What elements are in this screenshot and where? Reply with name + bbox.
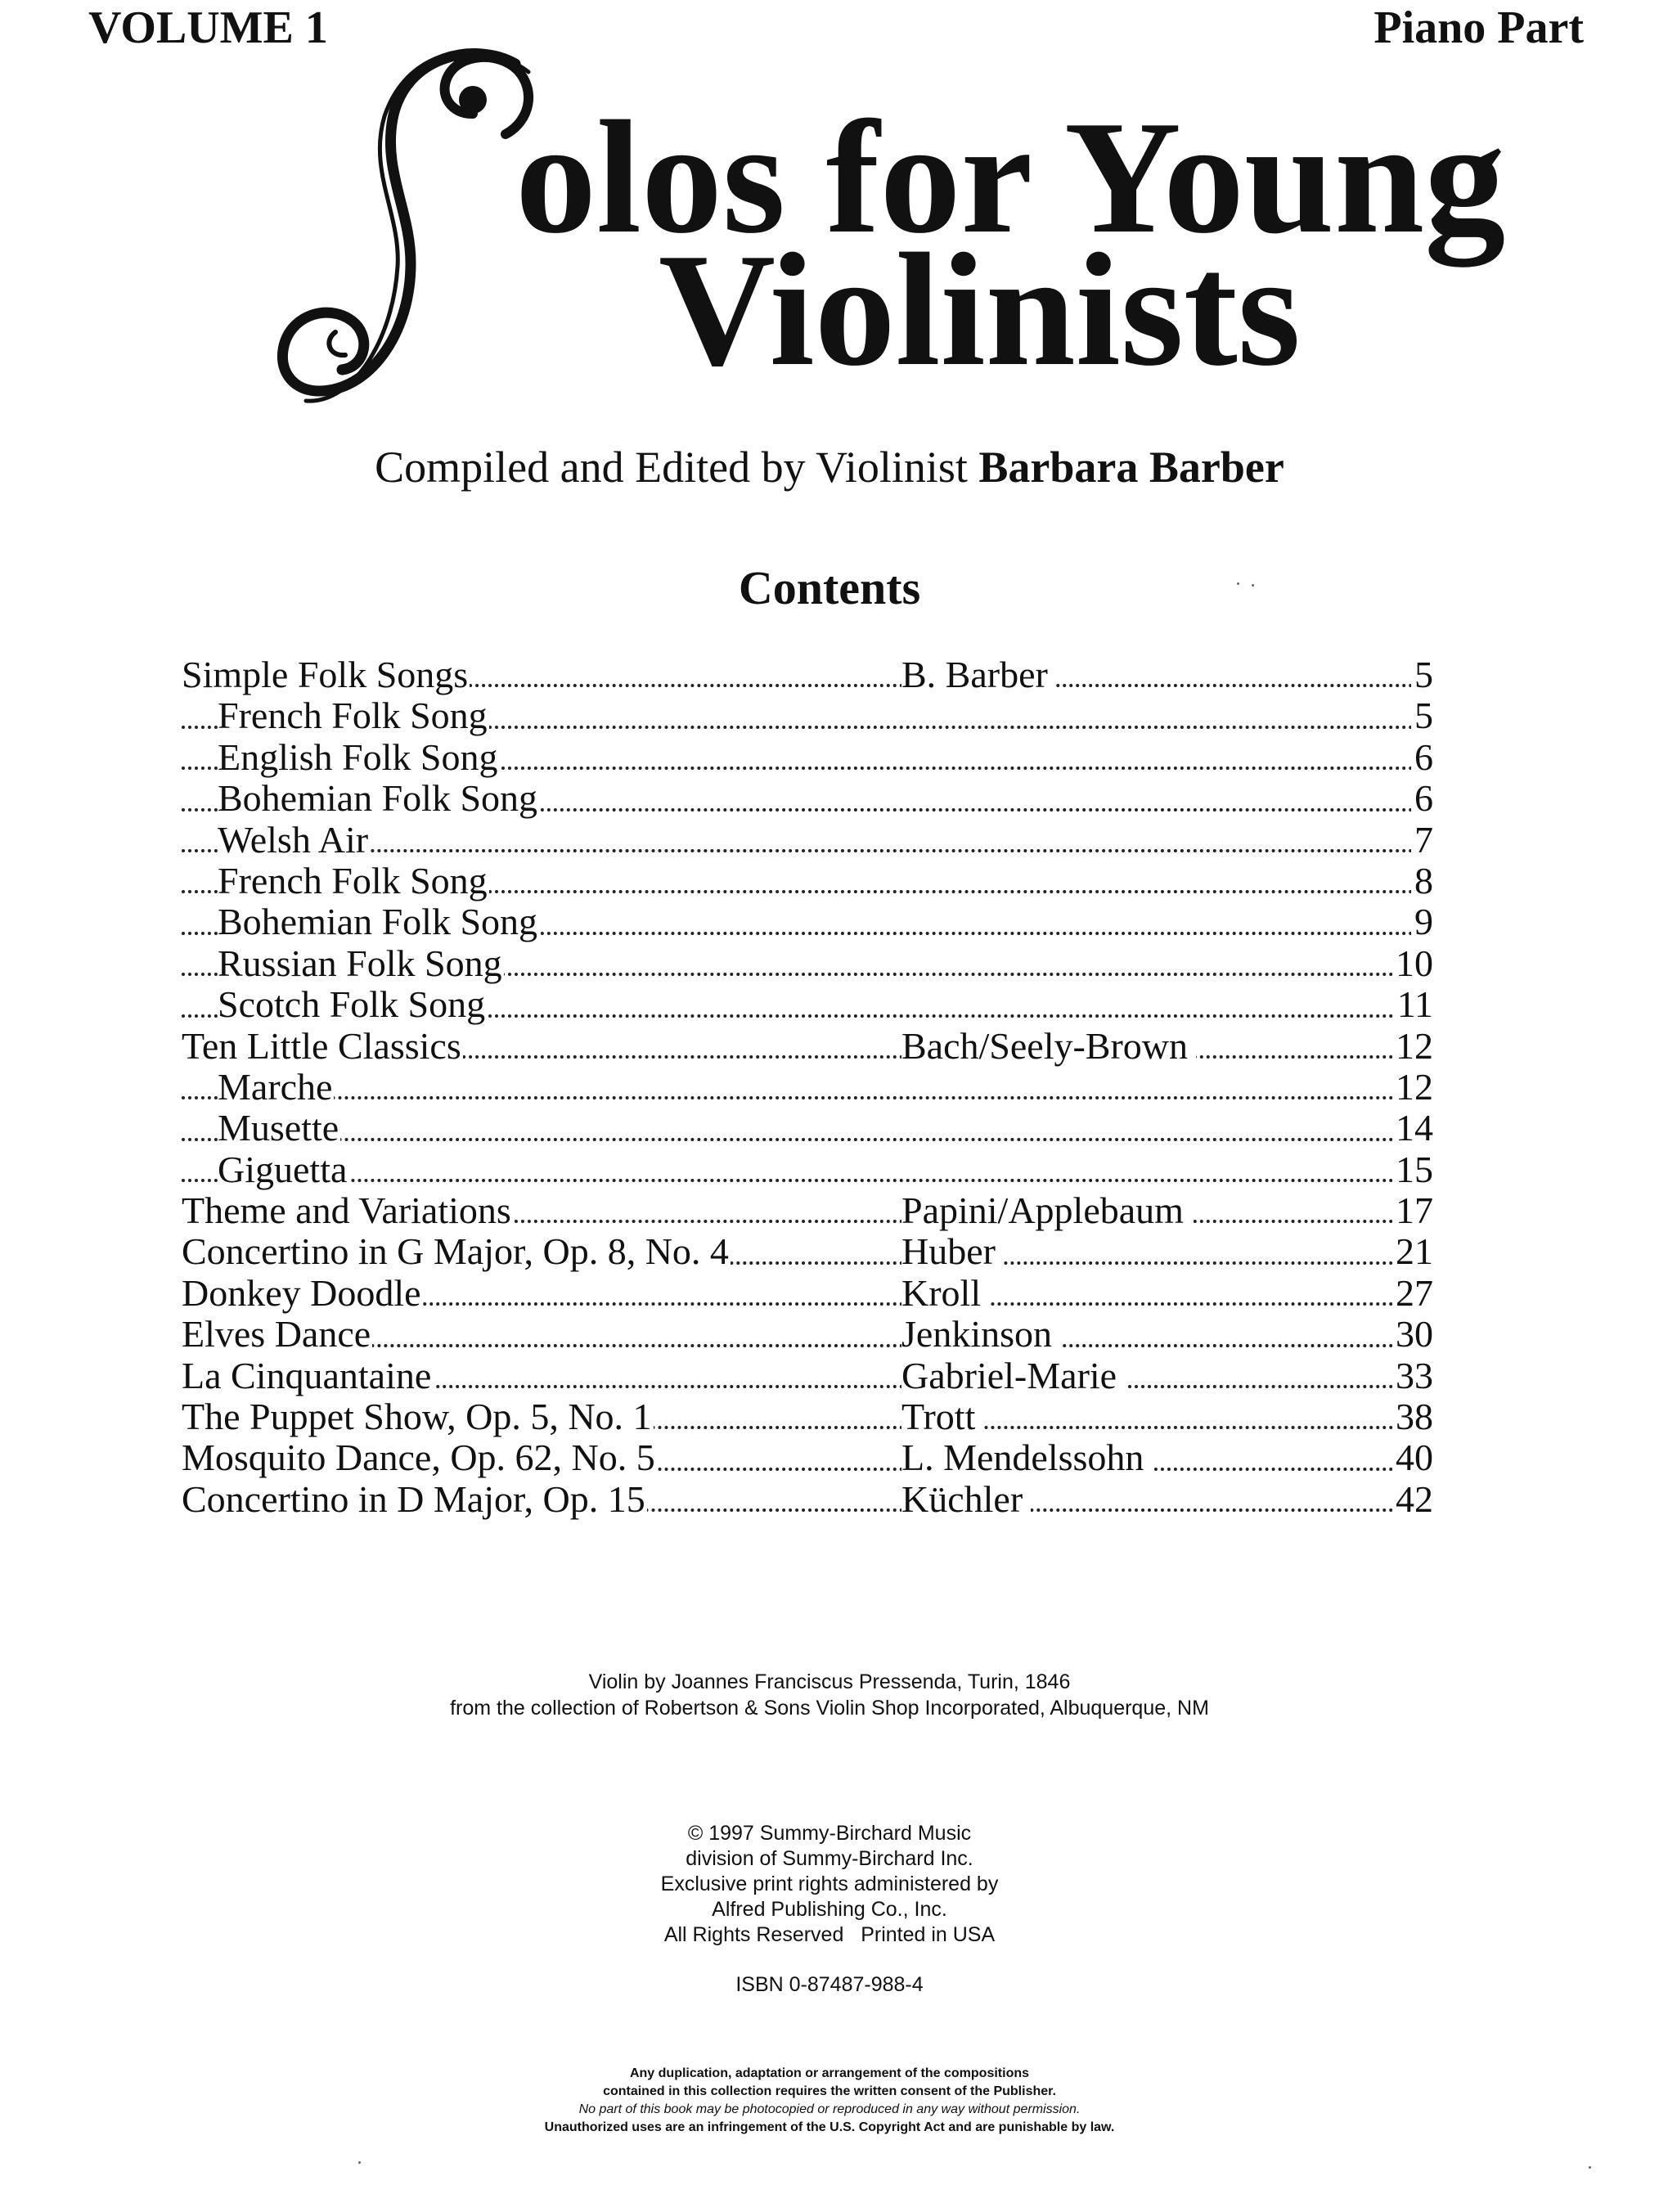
print-speck <box>1589 2166 1591 2169</box>
toc-entry <box>182 820 1433 861</box>
toc-entry <box>182 1026 1433 1067</box>
print-speck <box>1252 584 1254 587</box>
toc-page-number: 40 <box>1392 1437 1433 1478</box>
toc-title: Elves Dance <box>182 1313 371 1356</box>
toc-page-number: 33 <box>1392 1356 1433 1396</box>
toc-title: La Cinquantaine <box>182 1354 432 1396</box>
toc-title: French Folk Song <box>218 695 488 737</box>
toc-title: The Puppet Show, Op. 5, No. 1 <box>182 1396 652 1438</box>
toc-title: Simple Folk Songs <box>182 654 469 695</box>
toc-page-number: 11 <box>1394 984 1433 1025</box>
toc-entry <box>182 1396 1433 1437</box>
toc-title: Marche <box>218 1065 333 1108</box>
toc-title: French Folk Song <box>218 859 488 901</box>
toc-title: Concertino in G Major, Op. 8, No. 4 <box>182 1230 729 1273</box>
toc-title: Giguetta <box>218 1148 348 1190</box>
toc-entry <box>182 861 1433 901</box>
notice-line: Any duplication, adaptation or arrangement of the compositions <box>629 2066 1030 2080</box>
toc-composer: L. Mendelssohn <box>901 1437 1152 1478</box>
toc-page-number: 6 <box>1411 778 1433 819</box>
dot-leader <box>182 1138 1433 1141</box>
toc-title: Ten Little Classics <box>182 1024 461 1067</box>
toc-entry <box>182 1479 1433 1520</box>
copyright-line: Alfred Publishing Co., Inc. <box>712 1898 947 1921</box>
toc-page-number: 5 <box>1411 695 1433 736</box>
toc-page-number: 27 <box>1392 1273 1433 1314</box>
toc-composer: Gabriel-Marie <box>901 1356 1125 1396</box>
toc-page-number: 30 <box>1392 1314 1433 1355</box>
copyright-block <box>0 1821 1659 1948</box>
toc-composer: Kroll <box>901 1273 989 1314</box>
toc-page-number: 9 <box>1411 901 1433 942</box>
toc-entry <box>182 737 1433 778</box>
credit-line: Violin by Joannes Franciscus Pressenda, Turin, 1846 <box>588 1670 1071 1693</box>
toc-entry <box>182 695 1433 736</box>
editor-name: Barbara Barber <box>978 443 1284 492</box>
toc-page-number: 15 <box>1392 1149 1433 1190</box>
toc-page-number: 14 <box>1392 1108 1433 1149</box>
toc-page-number: 42 <box>1392 1479 1433 1520</box>
toc-composer: Trott <box>901 1396 983 1437</box>
toc-entry <box>182 901 1433 942</box>
toc-entry <box>182 778 1433 819</box>
toc-title: Bohemian Folk Song <box>218 777 538 820</box>
toc-title: Scotch Folk Song <box>218 983 486 1026</box>
toc-entry <box>182 1314 1433 1355</box>
toc-page-number: 21 <box>1392 1231 1433 1272</box>
toc-entry <box>182 943 1433 984</box>
isbn: ISBN 0-87487-988-4 <box>735 1973 924 1996</box>
compiled-by-line <box>0 442 1659 492</box>
toc-page-number: 17 <box>1392 1190 1433 1231</box>
notice-line: No part of this book may be photocopied or reproduced in any way without permission. <box>578 2102 1081 2116</box>
toc-composer: Küchler <box>901 1479 1031 1520</box>
toc-entry <box>182 1190 1433 1231</box>
toc-composer: Papini/Applebaum <box>901 1190 1192 1231</box>
toc-title: English Folk Song <box>218 735 498 778</box>
toc-page-number: 10 <box>1392 943 1433 984</box>
dot-leader <box>182 1179 1433 1182</box>
table-of-contents <box>182 654 1433 1520</box>
toc-title: Mosquito Dance, Op. 62, No. 5 <box>182 1436 655 1479</box>
print-speck <box>358 2161 361 2164</box>
toc-entry <box>182 1273 1433 1314</box>
legal-notice <box>0 2065 1659 2137</box>
title-line-1: olos for Young <box>515 88 1506 267</box>
toc-page-number: 5 <box>1411 654 1433 695</box>
toc-entry <box>182 1356 1433 1396</box>
notice-line: contained in this collection requires the written consent of the Publisher. <box>603 2084 1056 2098</box>
notice-line: Unauthorized uses are an infringement of the U.S. Copyright Act and are punishable by law. <box>544 2120 1115 2134</box>
toc-entry <box>182 1437 1433 1478</box>
toc-page-number: 7 <box>1411 820 1433 861</box>
toc-entry <box>182 984 1433 1025</box>
toc-composer: Jenkinson <box>901 1314 1060 1355</box>
copyright-line: All Rights Reserved Printed in USA <box>663 1923 996 1946</box>
toc-title: Donkey Doodle <box>182 1271 421 1314</box>
dot-leader <box>182 1096 1433 1099</box>
toc-page-number: 12 <box>1392 1067 1433 1108</box>
violin-credit <box>0 1669 1659 1721</box>
toc-composer: Bach/Seely-Brown <box>901 1026 1196 1067</box>
toc-entry <box>182 1149 1433 1190</box>
title-line-2: Violinists <box>659 220 1301 399</box>
toc-entry <box>182 1108 1433 1149</box>
copyright-line: division of Summy-Birchard Inc. <box>686 1847 973 1870</box>
copyright-line: Exclusive print rights administered by <box>660 1873 999 1895</box>
toc-entry <box>182 1231 1433 1272</box>
toc-page-number: 12 <box>1392 1026 1433 1067</box>
toc-title: Russian Folk Song <box>218 942 502 984</box>
volume-label: VOLUME 1 <box>88 2 328 53</box>
toc-composer: Huber <box>901 1231 1004 1272</box>
toc-composer: B. Barber <box>901 654 1056 695</box>
credit-line: from the collection of Robertson & Sons Violin Shop Incorporated, Albuquerque, NM <box>450 1697 1209 1720</box>
contents-heading: Contents <box>738 561 921 614</box>
toc-title: Theme and Variations <box>182 1189 511 1232</box>
compiled-prefix: Compiled and Edited by Violinist <box>375 443 979 492</box>
toc-title: Welsh Air <box>218 818 369 861</box>
toc-entry <box>182 1067 1433 1108</box>
toc-title: Musette <box>218 1107 339 1149</box>
toc-page-number: 8 <box>1411 861 1433 901</box>
toc-page-number: 38 <box>1392 1396 1433 1437</box>
toc-page-number: 6 <box>1411 737 1433 778</box>
piano-part-label: Piano Part <box>1374 2 1584 53</box>
toc-title: Bohemian Folk Song <box>218 901 538 943</box>
copyright-line: © 1997 Summy-Birchard Music <box>687 1822 972 1845</box>
toc-title: Concertino in D Major, Op. 15 <box>182 1477 645 1520</box>
print-speck <box>1237 582 1239 585</box>
toc-entry <box>182 654 1433 695</box>
